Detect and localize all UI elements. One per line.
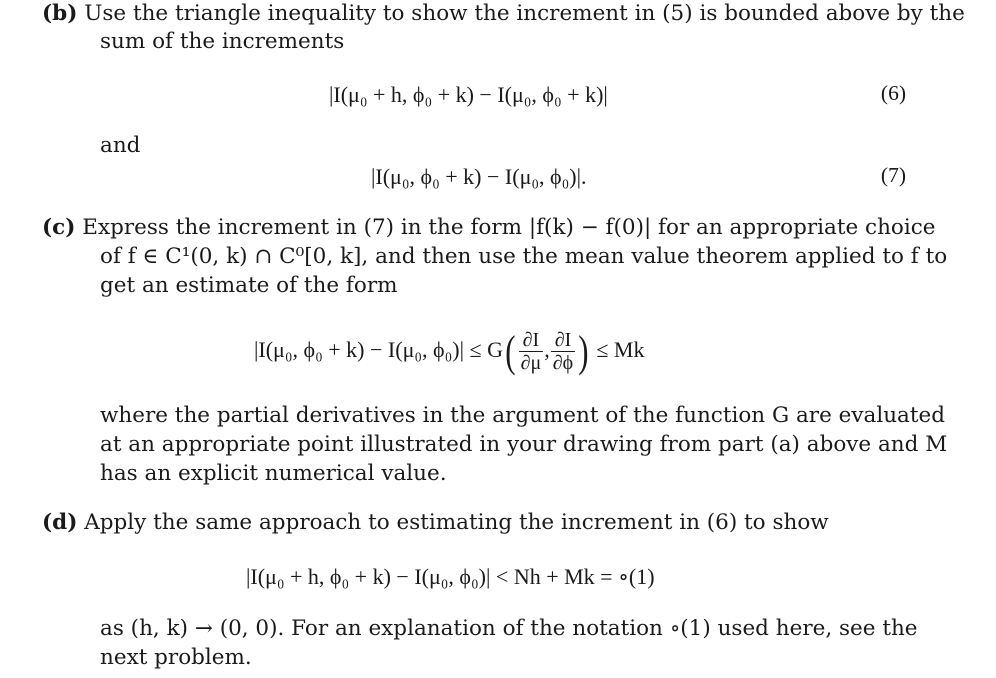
mean-value-estimate-equation — [254, 322, 644, 378]
part-c-line-1 — [42, 214, 936, 242]
part-d-para-1: as (h, k) → (0, 0). For an explanation of the notation ∘(1) used here, see the — [100, 616, 918, 641]
frac1-denominator: ∂μ — [520, 352, 542, 375]
frac2-numerator: ∂I — [551, 329, 575, 352]
part-d-label: (d) — [42, 510, 78, 535]
part-d-equation: |I(μ₀ + h, ϕ₀ + k) − I(μ₀, ϕ₀)| < Nh + Mk = ∘(1) — [246, 564, 655, 589]
partial-i-phi-fraction — [551, 329, 575, 374]
equation-6-number: (6) — [880, 81, 906, 105]
part-b-text-1: Use the triangle inequality to show the increment in (5) is bounded above by the — [84, 1, 965, 26]
part-d-line-1 — [42, 509, 829, 537]
and-text: and — [100, 133, 141, 158]
part-b-line-1 — [42, 0, 965, 28]
right-paren: ) — [578, 326, 589, 376]
equation-7: |I(μ₀, ϕ₀ + k) − I(μ₀, ϕ₀)|. — [371, 164, 587, 189]
part-c-para-3: has an explicit numerical value. — [100, 461, 447, 486]
part-c-label: (c) — [42, 215, 76, 240]
part-d-para-2: next problem. — [100, 645, 252, 670]
part-c-text-1: Express the increment in (7) in the form |f(k) − f(0)| for an appropriate choice — [82, 215, 936, 240]
part-c-line-2: of f ∈ C¹(0, k) ∩ C⁰[0, k], and then use the mean value theorem applied to f to — [100, 244, 948, 269]
part-d-text-1: Apply the same approach to estimating the increment in (6) to show — [84, 510, 829, 535]
part-c-para-2: at an appropriate point illustrated in your drawing from part (a) above and M — [100, 432, 948, 457]
part-c-line-3: get an estimate of the form — [100, 273, 398, 298]
frac1-numerator: ∂I — [519, 329, 544, 352]
equation-6: |I(μ₀ + h, ϕ₀ + k) − I(μ₀, ϕ₀ + k)| — [329, 82, 608, 107]
part-b-line-2: sum of the increments — [100, 29, 345, 54]
fraction-comma: , — [544, 337, 550, 362]
equation-7-number: (7) — [880, 163, 906, 187]
estimate-right-side: ≤ Mk — [596, 337, 645, 362]
estimate-left-side: |I(μ₀, ϕ₀ + k) − I(μ₀, ϕ₀)| ≤ G — [254, 337, 503, 362]
part-b-label: (b) — [42, 1, 78, 26]
partial-i-mu-fraction — [519, 329, 544, 374]
part-c-para-1: where the partial derivatives in the argument of the function G are evaluated — [100, 403, 945, 428]
frac2-denominator: ∂ϕ — [552, 352, 574, 375]
left-paren: ( — [505, 326, 516, 376]
